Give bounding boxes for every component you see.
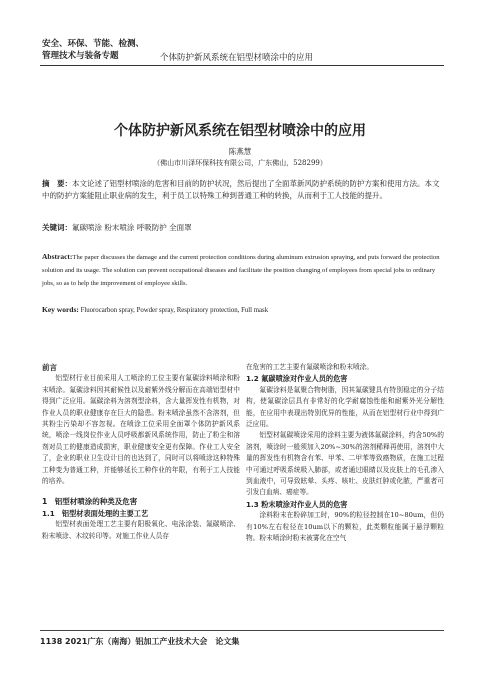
section-1-1-paragraph: 铝型材表面处理工艺主要有阳极氧化、电泳涂装、氟碳喷涂、粉末喷涂、木纹转印等。对施工作业人员存 — [42, 520, 240, 540]
chinese-keywords-label: 关键词： — [42, 223, 72, 232]
chinese-abstract — [42, 178, 440, 201]
header-series — [42, 38, 144, 62]
page-footer: 1138 2021广东（南海）铝加工产业技术大会 论文集 — [40, 637, 240, 646]
english-abstract — [42, 250, 442, 290]
running-title: 个体防护新风系统在铝型材喷涂中的应用 — [160, 53, 314, 63]
english-keywords-label: Key words: — [42, 305, 79, 314]
section-1-2-paragraph-2: 铝型材氟碳喷涂采用的涂料主要为液体氟碳涂料，约含50%的溶剂，喷涂时一般须加入20%~30%的溶剂稀释再使用，溶剂中大量的挥发性有机物含有苯、甲苯、二甲苯等致癌物质，在施工过程中可通过呼吸系统吸入肺部，或者通过眼睛以及皮肤上的毛孔渗入到血液中，可导致眩晕、头疼、咳吐、皮肤红肿或化脓，严重者可引发白血病、癌症等。 — [246, 431, 444, 497]
header-series-line2: 管理技术与装备专题 — [42, 51, 119, 61]
section-1-3-paragraph: 涂料粉末在粉碎加工时，90%的粒径控制在10~80um，但仍有10%左右粒径在10um以下的颗粒，此类颗粒能属于悬浮颗粒物。粉末喷涂时粉末被雾化在空气 — [246, 511, 444, 543]
author: 陈燕慧 — [228, 147, 252, 156]
section-1-2-heading: 1.2 氟碳喷涂对作业人员的危害 — [246, 374, 348, 384]
paper-title: 个体防护新风系统在铝型材喷涂中的应用 — [114, 123, 366, 139]
section-1-1-continuation: 在危害的工艺主要有氟碳喷涂和粉末喷涂。 — [246, 363, 374, 371]
chinese-abstract-text: 本文论述了铝型材喷涂的危害和目前的防护状况，然后提出了全面革新风防护系统的防护方案和使用方法。本文中的防护方案能阻止职业病的发生，利于员工以特殊工种到普通工种的转换，从而利于工人技能的提升。 — [42, 179, 440, 200]
intro-heading: 前言 — [42, 363, 57, 372]
left-column — [42, 362, 240, 542]
section-1-3-heading: 1.3 粉末喷涂对作业人员的危害 — [246, 499, 348, 509]
header-rule — [40, 65, 444, 66]
english-abstract-label: Abstract: — [42, 252, 73, 261]
english-abstract-text: The paper discusses the damage and the current protection conditions during aluminum extrusion spraying, and puts forward the protection solution and its usage. The solution can prevent occupational diseases and facilitate the position changing of employees from special jobs to ordinary jobs, so as to help the improvement of employee skills. — [42, 254, 440, 287]
affiliation: （佛山市川泽环保科技有限公司，广东佛山，528299） — [153, 159, 327, 167]
chinese-keywords — [42, 222, 440, 233]
english-keywords — [42, 305, 442, 314]
chinese-keywords-text: 氟碳喷涂 粉末喷涂 呼吸防护 全面罩 — [72, 223, 192, 232]
footer-rule — [40, 630, 444, 631]
intro-paragraph: 铝型材行业目前采用人工喷涂的工位主要有氟碳涂料喷涂和粉末喷涂。氟碳涂料因其耐候性以及耐紫外线分解而在高端铝型材中得到广泛应用。氟碳涂料为溶剂型涂料，含大量挥发性有机物，对作业人员的职业健康存在巨大的隐患。粉末喷涂虽然不含溶剂，但其粉尘污染却不容忽视。在喷涂工位采用全面罩个体防护新风系统，喷涂一线岗位作业人员呼吸都新风系统作用，防止了粉尘和溶剂对员工的健康造成损害，职业健康安全更有保障。作业工人安全了，企业的职业卫生设计目的也达到了，同时可以将喷涂这种特殊工种变为普通工种，并能够延长工种作业的年限，有利于工人技能的培养。 — [42, 374, 240, 486]
header-series-line1: 安全、环保、节能、检测、 — [42, 39, 145, 49]
english-keywords-text: Fluorocarbon spray, Powder spray, Respiratory protection, Full mask — [80, 307, 269, 314]
chinese-abstract-label: 摘 要： — [42, 179, 72, 188]
section-1-1-heading: 1.1 铝型材表面处理的主要工艺 — [42, 508, 149, 518]
section-1-2-paragraph-1: 氟碳涂料是氟聚合物树脂，因其氟碳键具有特别稳定的分子结构，使氟碳涂层具有非常好的化学耐腐蚀性能和耐紫外光分解性能，在应用中表现出特别优异的性能，从而在铝型材行业中得到广泛应用。 — [246, 385, 444, 429]
right-column — [246, 362, 444, 545]
section-1-heading: 1 铝型材喷涂的种类及危害 — [42, 497, 138, 507]
